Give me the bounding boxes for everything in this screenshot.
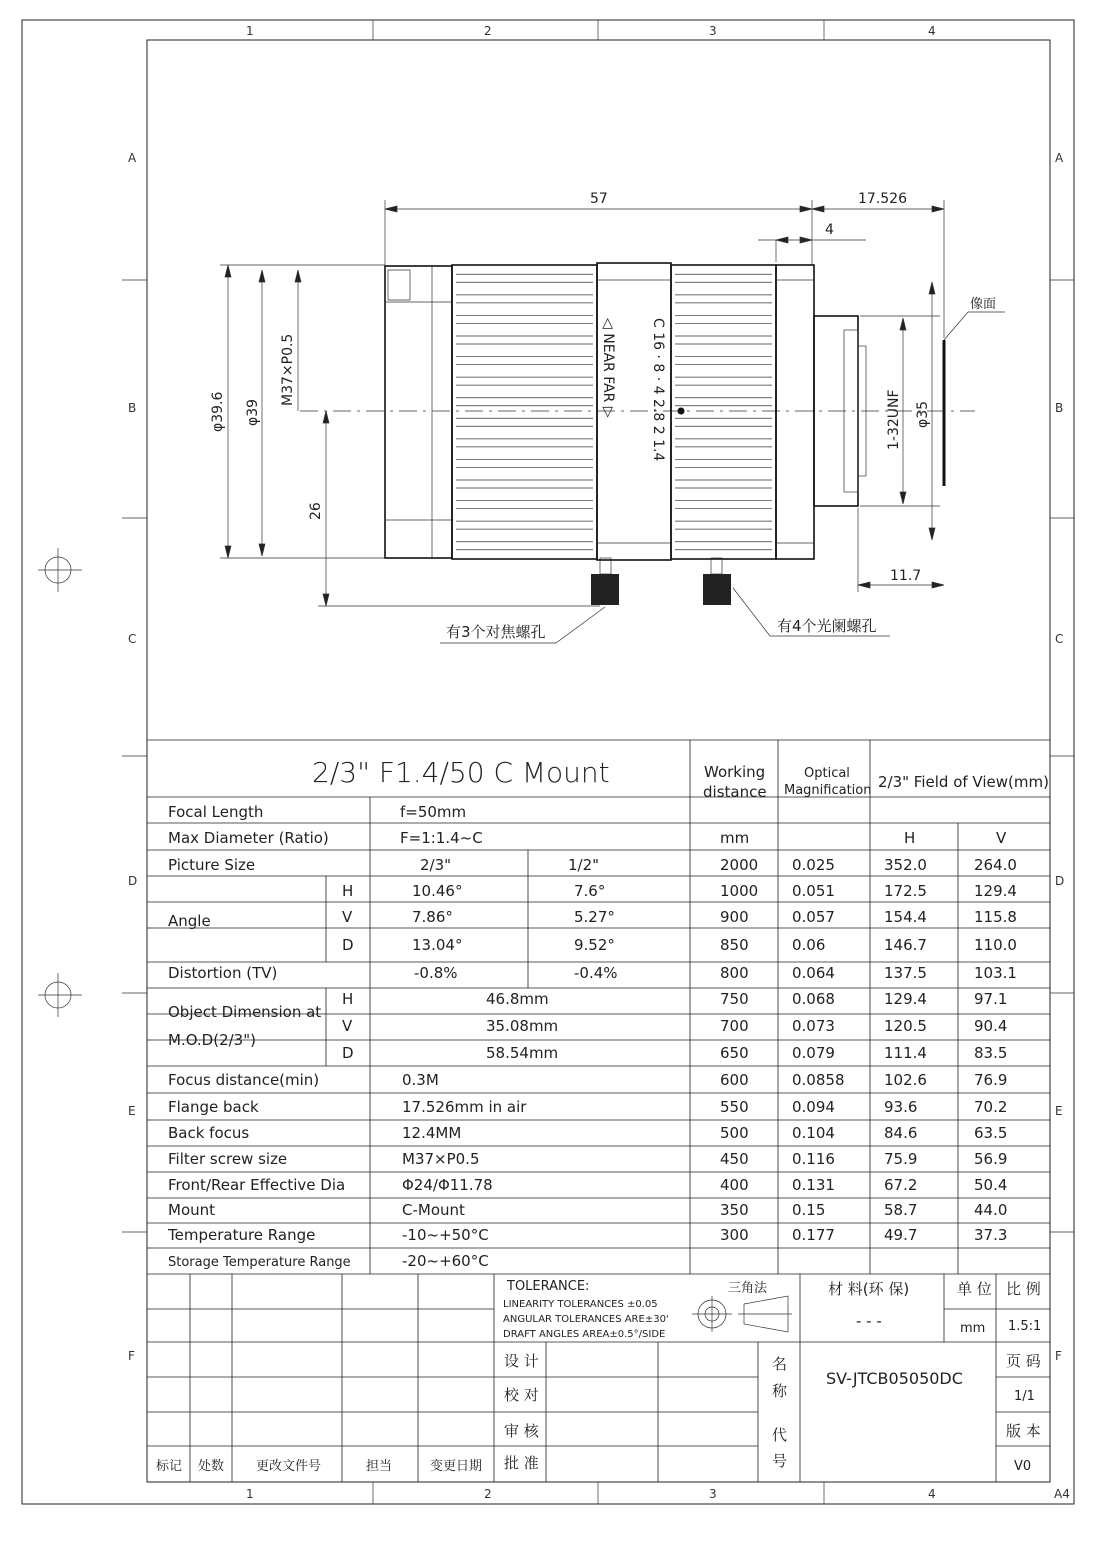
fov-header-magnification: Magnification bbox=[784, 783, 872, 798]
zone-row-f: F bbox=[128, 1349, 135, 1363]
fov-v: 37.3 bbox=[974, 1226, 1008, 1244]
fov-magnification: 0.057 bbox=[792, 908, 835, 926]
zone-row-d-right: D bbox=[1055, 874, 1065, 888]
footer-mark: 标记 bbox=[156, 1459, 183, 1474]
spec-label: Mount bbox=[168, 1201, 216, 1219]
zone-col-1-bottom: 1 bbox=[246, 1487, 254, 1501]
spec-label: Focus distance(min) bbox=[168, 1071, 320, 1089]
dim-mount-thread: 1-32UNF bbox=[886, 389, 902, 450]
fov-working-distance: 750 bbox=[720, 990, 749, 1008]
tolerance-linear: LINEARITY TOLERANCES ±0.05 bbox=[503, 1299, 658, 1310]
fov-magnification: 0.15 bbox=[792, 1201, 826, 1219]
scale-label: 比 例 bbox=[1006, 1280, 1041, 1298]
fov-v: 63.5 bbox=[974, 1124, 1008, 1142]
fov-working-distance: 550 bbox=[720, 1098, 749, 1116]
spec-label: Front/Rear Effective Dia bbox=[168, 1176, 346, 1194]
iris-knurl bbox=[675, 274, 772, 549]
objdim-h: 46.8mm bbox=[486, 990, 549, 1008]
spec-label: Temperature Range bbox=[168, 1226, 316, 1244]
tolerance-draft: DRAFT ANGLES AREA±0.5°/SIDE bbox=[503, 1329, 666, 1340]
objdim-d: 58.54mm bbox=[486, 1044, 559, 1062]
page-label: 页 码 bbox=[1006, 1352, 1041, 1370]
spec-value: M37×P0.5 bbox=[402, 1150, 480, 1168]
fov-h: 137.5 bbox=[884, 964, 927, 982]
footer-change-date: 变更日期 bbox=[430, 1459, 483, 1474]
fov-magnification: 0.073 bbox=[792, 1017, 835, 1035]
footer-owner: 担当 bbox=[366, 1459, 393, 1474]
design-label: 设 计 bbox=[504, 1352, 539, 1370]
version-label: 版 本 bbox=[1006, 1422, 1041, 1440]
code-label-1: 代 bbox=[772, 1426, 788, 1444]
zone-row-f-right: F bbox=[1055, 1349, 1062, 1363]
material-label: 材 料(环 保) bbox=[828, 1280, 910, 1298]
fov-working-distance: 300 bbox=[720, 1226, 749, 1244]
footer-change-doc: 更改文件号 bbox=[256, 1459, 322, 1474]
fov-v: 76.9 bbox=[974, 1071, 1008, 1089]
fov-h: 49.7 bbox=[884, 1226, 918, 1244]
fov-magnification: 0.068 bbox=[792, 990, 835, 1008]
review-label: 审 核 bbox=[504, 1422, 539, 1440]
name-label-1: 名 bbox=[772, 1355, 788, 1373]
sheet-size: A4 bbox=[1054, 1487, 1070, 1501]
check-label: 校 对 bbox=[504, 1386, 539, 1404]
fov-working-distance: 650 bbox=[720, 1044, 749, 1062]
fov-working-distance: 2000 bbox=[720, 856, 759, 874]
fov-v: 44.0 bbox=[974, 1201, 1008, 1219]
footer-count: 处数 bbox=[198, 1459, 225, 1474]
zone-col-4: 4 bbox=[928, 24, 936, 38]
fov-header-distance: distance bbox=[703, 783, 767, 801]
zone-col-1: 1 bbox=[246, 24, 254, 38]
angle-d-1-2: 9.52° bbox=[574, 936, 615, 954]
fov-v: 97.1 bbox=[974, 990, 1008, 1008]
fov-v: 70.2 bbox=[974, 1098, 1008, 1116]
fov-working-distance: 600 bbox=[720, 1071, 749, 1089]
spec-label: Flange back bbox=[168, 1098, 259, 1116]
tolerance-angular: ANGULAR TOLERANCES ARE±30' bbox=[503, 1314, 669, 1325]
fov-header-field-of-view: 2/3" Field of View(mm) bbox=[878, 773, 1049, 791]
spec-label-focal-length: Focal Length bbox=[168, 803, 264, 821]
note-focus-screws: 有3个对焦螺孔 bbox=[446, 623, 546, 641]
zone-row-e-right: E bbox=[1055, 1104, 1063, 1118]
fov-working-distance: 900 bbox=[720, 908, 749, 926]
fov-v: 110.0 bbox=[974, 936, 1017, 954]
spec-value: 0.3M bbox=[402, 1071, 439, 1089]
zone-row-b: B bbox=[128, 401, 137, 415]
fov-h: 58.7 bbox=[884, 1201, 918, 1219]
zone-col-3-bottom: 3 bbox=[709, 1487, 717, 1501]
fov-v: 115.8 bbox=[974, 908, 1017, 926]
zone-col-2-bottom: 2 bbox=[484, 1487, 492, 1501]
fov-magnification: 0.06 bbox=[792, 936, 826, 954]
fov-magnification: 0.177 bbox=[792, 1226, 835, 1244]
angle-h-key: H bbox=[342, 882, 354, 900]
dim-flange-back: 17.526 bbox=[858, 191, 907, 207]
fov-working-distance: 800 bbox=[720, 964, 749, 982]
spec-value: Φ24/Φ11.78 bbox=[402, 1176, 493, 1194]
title-block bbox=[147, 1274, 1050, 1482]
zone-col-4-bottom: 4 bbox=[928, 1487, 936, 1501]
focus-knurl bbox=[456, 274, 593, 549]
approve-label: 批 准 bbox=[504, 1454, 539, 1472]
fov-magnification: 0.094 bbox=[792, 1098, 835, 1116]
spec-label-object-dimension-2: M.O.D(2/3") bbox=[168, 1031, 256, 1049]
fov-h: 172.5 bbox=[884, 882, 927, 900]
zone-row-a: A bbox=[128, 151, 137, 165]
focus-screw bbox=[591, 558, 619, 605]
dim-diameter-35: φ35 bbox=[915, 400, 931, 428]
zone-col-2: 2 bbox=[484, 24, 492, 38]
angle-h-1-2: 7.6° bbox=[574, 882, 606, 900]
fov-working-distance: 700 bbox=[720, 1017, 749, 1035]
angle-h-2-3: 10.46° bbox=[412, 882, 463, 900]
dim-diameter-39-6: φ39.6 bbox=[210, 391, 226, 432]
dim-11-7: 11.7 bbox=[890, 568, 922, 584]
fov-h: 93.6 bbox=[884, 1098, 918, 1116]
spec-title: 2/3" F1.4/50 C Mount bbox=[312, 756, 610, 789]
dim-diameter-39: φ39 bbox=[245, 398, 261, 426]
fov-magnification: 0.051 bbox=[792, 882, 835, 900]
angle-v-key: V bbox=[342, 908, 353, 926]
spec-table bbox=[147, 740, 1050, 1274]
note-iris-screws: 有4个光阑螺孔 bbox=[777, 617, 877, 635]
part-name: SV-JTCB05050DC bbox=[826, 1369, 963, 1388]
fov-unit-v: V bbox=[996, 829, 1007, 847]
spec-label-angle: Angle bbox=[168, 912, 211, 930]
scale-value: 1.5:1 bbox=[1008, 1319, 1042, 1334]
zone-row-d: D bbox=[128, 874, 138, 888]
dim-26: 26 bbox=[308, 502, 324, 520]
angle-d-key: D bbox=[342, 936, 354, 954]
zone-row-e: E bbox=[128, 1104, 136, 1118]
fov-v: 103.1 bbox=[974, 964, 1017, 982]
projection-symbol-icon bbox=[692, 1296, 792, 1332]
spec-value: 17.526mm in air bbox=[402, 1098, 527, 1116]
zone-row-a-right: A bbox=[1055, 151, 1064, 165]
name-label-2: 称 bbox=[772, 1382, 788, 1400]
fov-h: 67.2 bbox=[884, 1176, 918, 1194]
zone-row-c: C bbox=[128, 632, 137, 646]
fov-unit-h: H bbox=[904, 829, 916, 847]
page-value: 1/1 bbox=[1014, 1389, 1035, 1404]
unit-value: mm bbox=[960, 1321, 986, 1336]
iris-screw bbox=[703, 558, 731, 605]
spec-value: 12.4MM bbox=[402, 1124, 462, 1142]
fov-magnification: 0.116 bbox=[792, 1150, 835, 1168]
fov-magnification: 0.131 bbox=[792, 1176, 835, 1194]
zone-row-b-right: B bbox=[1055, 401, 1064, 415]
focus-ring-label: ◁ NEAR FAR ▷ bbox=[600, 318, 616, 418]
objdim-h-key: H bbox=[342, 990, 354, 1008]
fov-h: 146.7 bbox=[884, 936, 927, 954]
zone-row-c-right: C bbox=[1055, 632, 1064, 646]
angle-v-2-3: 7.86° bbox=[412, 908, 453, 926]
distortion-1-2: -0.4% bbox=[574, 964, 618, 982]
fov-header-working: Working bbox=[704, 763, 766, 781]
iris-ring bbox=[671, 265, 776, 559]
fov-table bbox=[720, 856, 1017, 1244]
spec-label-distortion: Distortion (TV) bbox=[168, 964, 278, 982]
spec-value: -10~+50°C bbox=[402, 1226, 489, 1244]
spec-value-picture-size-1-2: 1/2" bbox=[568, 856, 600, 874]
fov-magnification: 0.079 bbox=[792, 1044, 835, 1062]
lens-drawing bbox=[210, 191, 1005, 643]
fov-header-optical: Optical bbox=[804, 766, 850, 781]
spec-label-max-diameter: Max Diameter (Ratio) bbox=[168, 829, 329, 847]
spec-value: -20~+60°C bbox=[402, 1252, 489, 1270]
distortion-2-3: -0.8% bbox=[414, 964, 458, 982]
spec-value-focal-length: f=50mm bbox=[400, 803, 467, 821]
spec-label: Back focus bbox=[168, 1124, 250, 1142]
fov-working-distance: 850 bbox=[720, 936, 749, 954]
fov-h: 154.4 bbox=[884, 908, 927, 926]
spec-label-picture-size: Picture Size bbox=[168, 856, 256, 874]
spec-rows-lower bbox=[167, 1071, 527, 1270]
spec-value-max-diameter: F=1:1.4~C bbox=[400, 829, 483, 847]
fov-unit-mm: mm bbox=[720, 829, 750, 847]
dim-filter-thread: M37×P0.5 bbox=[280, 333, 296, 406]
focus-ring bbox=[452, 265, 597, 559]
fov-working-distance: 450 bbox=[720, 1150, 749, 1168]
tolerance-title: TOLERANCE: bbox=[507, 1279, 590, 1294]
fov-v: 83.5 bbox=[974, 1044, 1008, 1062]
projection-label: 三角法 bbox=[728, 1281, 768, 1296]
aperture-scale: C 16 · 8 · 4 2.8 2 1.4 bbox=[650, 318, 666, 462]
fov-magnification: 0.104 bbox=[792, 1124, 835, 1142]
fov-h: 75.9 bbox=[884, 1150, 918, 1168]
fov-working-distance: 1000 bbox=[720, 882, 759, 900]
dim-4: 4 bbox=[825, 222, 834, 238]
fov-h: 352.0 bbox=[884, 856, 927, 874]
registration-mark-upper bbox=[38, 548, 82, 592]
angle-d-2-3: 13.04° bbox=[412, 936, 463, 954]
spec-label: Storage Temperature Range bbox=[168, 1255, 351, 1270]
fov-magnification: 0.025 bbox=[792, 856, 835, 874]
rear-collar bbox=[776, 265, 814, 559]
version-value: V0 bbox=[1014, 1459, 1032, 1474]
spec-label-object-dimension-1: Object Dimension at bbox=[168, 1003, 322, 1021]
fov-v: 50.4 bbox=[974, 1176, 1008, 1194]
registration-mark-lower bbox=[38, 973, 82, 1017]
fov-h: 129.4 bbox=[884, 990, 927, 1008]
fov-magnification: 0.064 bbox=[792, 964, 835, 982]
fov-magnification: 0.0858 bbox=[792, 1071, 845, 1089]
fov-v: 90.4 bbox=[974, 1017, 1008, 1035]
fov-h: 111.4 bbox=[884, 1044, 927, 1062]
objdim-v-key: V bbox=[342, 1017, 353, 1035]
code-label-2: 号 bbox=[772, 1452, 788, 1470]
unit-label: 单 位 bbox=[957, 1280, 992, 1298]
fov-h: 84.6 bbox=[884, 1124, 918, 1142]
fov-working-distance: 500 bbox=[720, 1124, 749, 1142]
objdim-v: 35.08mm bbox=[486, 1017, 559, 1035]
front-barrel bbox=[385, 266, 452, 558]
material-value: - - - bbox=[856, 1312, 882, 1330]
fov-working-distance: 400 bbox=[720, 1176, 749, 1194]
spec-label: Filter screw size bbox=[168, 1150, 288, 1168]
fov-v: 56.9 bbox=[974, 1150, 1008, 1168]
fov-working-distance: 350 bbox=[720, 1201, 749, 1219]
zone-col-3: 3 bbox=[709, 24, 717, 38]
image-plane-label: 像面 bbox=[970, 297, 997, 312]
dim-overall-length: 57 bbox=[590, 191, 608, 207]
spec-value-picture-size-2-3: 2/3" bbox=[420, 856, 452, 874]
fov-h: 102.6 bbox=[884, 1071, 927, 1089]
fov-h: 120.5 bbox=[884, 1017, 927, 1035]
fov-v: 129.4 bbox=[974, 882, 1017, 900]
fov-v: 264.0 bbox=[974, 856, 1017, 874]
spec-value: C-Mount bbox=[402, 1201, 465, 1219]
angle-v-1-2: 5.27° bbox=[574, 908, 615, 926]
objdim-d-key: D bbox=[342, 1044, 354, 1062]
